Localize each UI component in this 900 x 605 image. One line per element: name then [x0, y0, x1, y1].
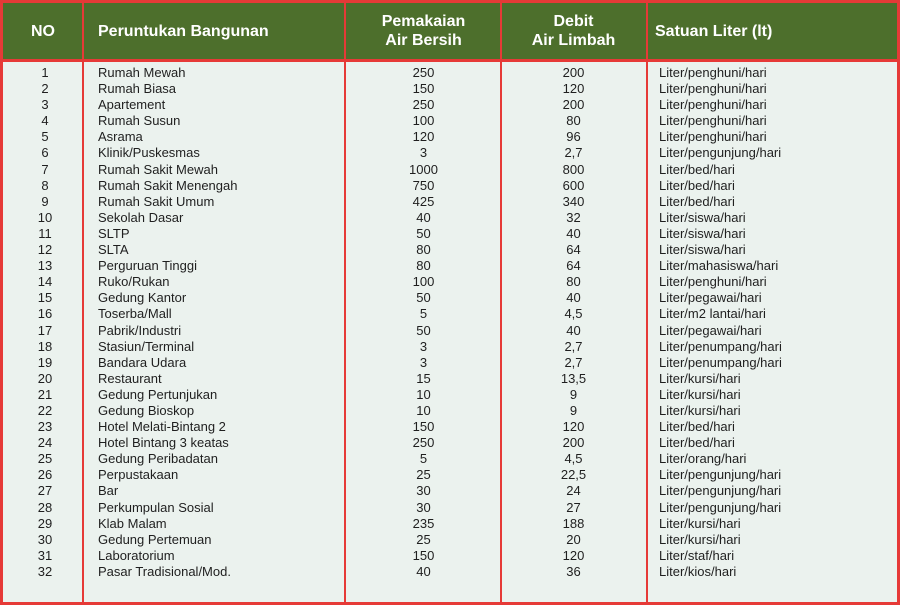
clean-water-value: 150: [412, 81, 435, 97]
wastewater-value: 120: [562, 547, 585, 563]
row-number: 26: [37, 467, 53, 483]
clean-water-value: 250: [412, 435, 435, 451]
building-name: Perguruan Tinggi: [98, 258, 198, 274]
wastewater-value: 40: [566, 225, 581, 241]
unit-value: Liter/mahasiswa/hari: [659, 258, 779, 274]
table-row: [3, 500, 897, 516]
row-number: 27: [37, 483, 53, 499]
wastewater-value: 600: [562, 177, 585, 193]
wastewater-value: 2,7: [564, 354, 583, 370]
unit-value: Liter/penumpang/hari: [659, 354, 782, 370]
building-name: Gedung Pertemuan: [98, 531, 212, 547]
row-number: 29: [37, 515, 53, 531]
clean-water-value: 10: [416, 402, 431, 418]
wastewater-value: 64: [566, 242, 581, 258]
building-name: Klinik/Puskesmas: [98, 145, 200, 161]
building-name: Hotel Melati-Bintang 2: [98, 419, 226, 435]
row-number: 5: [41, 129, 49, 145]
unit-value: Liter/pengunjung/hari: [659, 467, 782, 483]
unit-value: Liter/orang/hari: [659, 451, 747, 467]
unit-value: Liter/penghuni/hari: [659, 274, 767, 290]
header-no: NO: [31, 22, 55, 40]
building-name: Ruko/Rukan: [98, 274, 170, 290]
table-row: [3, 162, 897, 178]
table-row: [3, 355, 897, 371]
building-name: Pasar Tradisional/Mod.: [98, 563, 231, 579]
building-name: Gedung Peribadatan: [98, 451, 218, 467]
row-number: 15: [37, 290, 53, 306]
wastewater-value: 2,7: [564, 338, 583, 354]
wastewater-value: 20: [566, 531, 581, 547]
row-number: 6: [41, 145, 49, 161]
table-row: [3, 274, 897, 290]
clean-water-value: 25: [416, 531, 431, 547]
header-wastewater-line2: Air Limbah: [531, 32, 616, 49]
clean-water-value: 15: [416, 370, 431, 386]
table-row: [3, 258, 897, 274]
row-number: 13: [37, 258, 53, 274]
unit-value: Liter/kursi/hari: [659, 515, 741, 531]
building-name: Gedung Pertunjukan: [98, 386, 218, 402]
unit-value: Liter/bed/hari: [659, 161, 735, 177]
table-row: [3, 290, 897, 306]
wastewater-value: 200: [562, 435, 585, 451]
clean-water-value: 250: [412, 97, 435, 113]
unit-value: Liter/siswa/hari: [659, 242, 746, 258]
table-body: [3, 65, 897, 580]
table-row: [3, 483, 897, 499]
row-number: 8: [41, 177, 49, 193]
unit-value: Liter/penghuni/hari: [659, 65, 767, 80]
clean-water-value: 250: [412, 65, 435, 80]
building-name: Rumah Mewah: [98, 65, 186, 80]
building-name: Restaurant: [98, 370, 162, 386]
unit-value: Liter/pengunjung/hari: [659, 145, 782, 161]
building-name: Rumah Susun: [98, 113, 181, 129]
row-number: 30: [37, 531, 53, 547]
clean-water-value: 1000: [409, 161, 438, 177]
unit-value: Liter/kursi/hari: [659, 402, 741, 418]
header-wastewater: [501, 3, 646, 59]
wastewater-value: 80: [566, 113, 581, 129]
wastewater-value: 40: [566, 290, 581, 306]
row-number: 3: [41, 97, 49, 113]
clean-water-value: 50: [416, 290, 431, 306]
wastewater-value: 80: [566, 274, 581, 290]
wastewater-value: 36: [566, 563, 581, 579]
unit-value: Liter/pengunjung/hari: [659, 499, 782, 515]
row-number: 4: [41, 113, 49, 129]
unit-value: Liter/staf/hari: [659, 547, 735, 563]
table-header: [3, 3, 897, 62]
row-number: 9: [41, 193, 49, 209]
wastewater-value: 64: [566, 258, 581, 274]
clean-water-value: 10: [416, 386, 431, 402]
table-row: [3, 113, 897, 129]
unit-value: Liter/kursi/hari: [659, 386, 741, 402]
clean-water-value: 50: [416, 225, 431, 241]
header-clean-water-line2: Air Bersih: [385, 32, 462, 49]
table-row: [3, 339, 897, 355]
clean-water-value: 25: [416, 467, 431, 483]
row-number: 1: [41, 65, 49, 80]
row-number: 14: [37, 274, 53, 290]
wastewater-value: 188: [562, 515, 585, 531]
building-name: Stasiun/Terminal: [98, 338, 195, 354]
clean-water-value: 3: [419, 338, 428, 354]
clean-water-value: 30: [416, 499, 431, 515]
clean-water-value: 40: [416, 209, 431, 225]
unit-value: Liter/siswa/hari: [659, 225, 746, 241]
table-row: [3, 467, 897, 483]
clean-water-value: 750: [412, 177, 435, 193]
row-number: 20: [37, 370, 53, 386]
wastewater-value: 13,5: [560, 370, 587, 386]
building-name: Sekolah Dasar: [98, 209, 184, 225]
wastewater-value: 32: [566, 209, 581, 225]
header-unit: Satuan Liter (lt): [655, 22, 773, 40]
building-name: Apartement: [98, 97, 166, 113]
building-name: Rumah Sakit Menengah: [98, 177, 238, 193]
wastewater-value: 800: [562, 161, 585, 177]
row-number: 2: [41, 81, 49, 97]
wastewater-value: 4,5: [564, 306, 583, 322]
row-number: 19: [37, 354, 53, 370]
unit-value: Liter/bed/hari: [659, 419, 735, 435]
unit-value: Liter/penghuni/hari: [659, 129, 767, 145]
table-row: [3, 403, 897, 419]
building-name: Bandara Udara: [98, 354, 187, 370]
building-name: SLTP: [98, 225, 130, 241]
wastewater-value: 120: [562, 81, 585, 97]
building-name: Toserba/Mall: [98, 306, 172, 322]
table-row: [3, 129, 897, 145]
table-row: [3, 564, 897, 580]
table-row: [3, 145, 897, 161]
clean-water-value: 3: [419, 145, 428, 161]
unit-value: Liter/pegawai/hari: [659, 290, 762, 306]
wastewater-value: 9: [569, 386, 578, 402]
building-name: SLTA: [98, 242, 129, 258]
row-number: 12: [37, 242, 53, 258]
wastewater-value: 2,7: [564, 145, 583, 161]
row-number: 21: [37, 386, 53, 402]
row-number: 22: [37, 402, 53, 418]
unit-value: Liter/siswa/hari: [659, 209, 746, 225]
unit-value: Liter/penghuni/hari: [659, 97, 767, 113]
unit-value: Liter/bed/hari: [659, 193, 735, 209]
clean-water-value: 120: [412, 129, 435, 145]
table-row: [3, 387, 897, 403]
wastewater-value: 24: [566, 483, 581, 499]
clean-water-value: 425: [412, 193, 435, 209]
clean-water-value: 50: [416, 322, 431, 338]
building-name: Perpustakaan: [98, 467, 179, 483]
table-row: [3, 242, 897, 258]
header-clean-water: [346, 3, 501, 59]
wastewater-value: 200: [562, 65, 585, 80]
row-number: 24: [37, 435, 53, 451]
row-number: 10: [37, 209, 53, 225]
row-number: 23: [37, 419, 53, 435]
header-wastewater-line1: Debit: [553, 13, 594, 30]
row-number: 18: [37, 338, 53, 354]
clean-water-value: 100: [412, 274, 435, 290]
clean-water-value: 235: [412, 515, 435, 531]
clean-water-value: 100: [412, 113, 435, 129]
row-number: 31: [37, 547, 53, 563]
building-name: Hotel Bintang 3 keatas: [98, 435, 229, 451]
table-row: [3, 371, 897, 387]
unit-value: Liter/penumpang/hari: [659, 338, 782, 354]
wastewater-value: 9: [569, 402, 578, 418]
building-name: Laboratorium: [98, 547, 175, 563]
table-row: [3, 548, 897, 564]
building-name: Rumah Sakit Umum: [98, 193, 215, 209]
row-number: 25: [37, 451, 53, 467]
building-name: Gedung Kantor: [98, 290, 187, 306]
wastewater-value: 40: [566, 322, 581, 338]
table-row: [3, 65, 897, 81]
clean-water-value: 30: [416, 483, 431, 499]
unit-value: Liter/bed/hari: [659, 435, 735, 451]
clean-water-value: 150: [412, 547, 435, 563]
clean-water-value: 80: [416, 242, 431, 258]
unit-value: Liter/kios/hari: [659, 563, 737, 579]
table-row: [3, 194, 897, 210]
row-number: 16: [37, 306, 53, 322]
unit-value: Liter/kursi/hari: [659, 370, 741, 386]
clean-water-value: 3: [419, 354, 428, 370]
row-number: 17: [37, 322, 53, 338]
unit-value: Liter/m2 lantai/hari: [659, 306, 766, 322]
table-row: [3, 97, 897, 113]
unit-value: Liter/bed/hari: [659, 177, 735, 193]
building-name: Rumah Biasa: [98, 81, 177, 97]
wastewater-value: 200: [562, 97, 585, 113]
table-row: [3, 435, 897, 451]
table-row: [3, 306, 897, 322]
unit-value: Liter/penghuni/hari: [659, 81, 767, 97]
building-name: Pabrik/Industri: [98, 322, 182, 338]
clean-water-value: 5: [419, 306, 428, 322]
table-row: [3, 516, 897, 532]
unit-value: Liter/kursi/hari: [659, 531, 741, 547]
table-row: [3, 210, 897, 226]
row-number: 7: [41, 161, 49, 177]
wastewater-value: 96: [566, 129, 581, 145]
clean-water-value: 150: [412, 419, 435, 435]
table-row: [3, 81, 897, 97]
wastewater-value: 22,5: [560, 467, 587, 483]
wastewater-value: 27: [566, 499, 581, 515]
building-name: Gedung Bioskop: [98, 402, 195, 418]
wastewater-value: 120: [562, 419, 585, 435]
row-number: 28: [37, 499, 53, 515]
building-name: Rumah Sakit Mewah: [98, 161, 218, 177]
unit-value: Liter/pengunjung/hari: [659, 483, 782, 499]
header-clean-water-line1: Pemakaian: [381, 13, 466, 30]
clean-water-value: 80: [416, 258, 431, 274]
building-name: Perkumpulan Sosial: [98, 499, 214, 515]
building-name: Asrama: [98, 129, 143, 145]
table-row: [3, 532, 897, 548]
unit-value: Liter/pegawai/hari: [659, 322, 762, 338]
row-number: 11: [38, 225, 52, 241]
table-row: [3, 451, 897, 467]
building-name: Klab Malam: [98, 515, 167, 531]
building-name: Bar: [98, 483, 119, 499]
clean-water-value: 5: [419, 451, 428, 467]
table-row: [3, 178, 897, 194]
table-row: [3, 226, 897, 242]
wastewater-value: 340: [562, 193, 585, 209]
header-building: Peruntukan Bangunan: [98, 22, 269, 40]
clean-water-value: 40: [416, 563, 431, 579]
row-number: 32: [37, 563, 53, 579]
unit-value: Liter/penghuni/hari: [659, 113, 767, 129]
table-row: [3, 419, 897, 435]
wastewater-value: 4,5: [564, 451, 583, 467]
table-row: [3, 323, 897, 339]
